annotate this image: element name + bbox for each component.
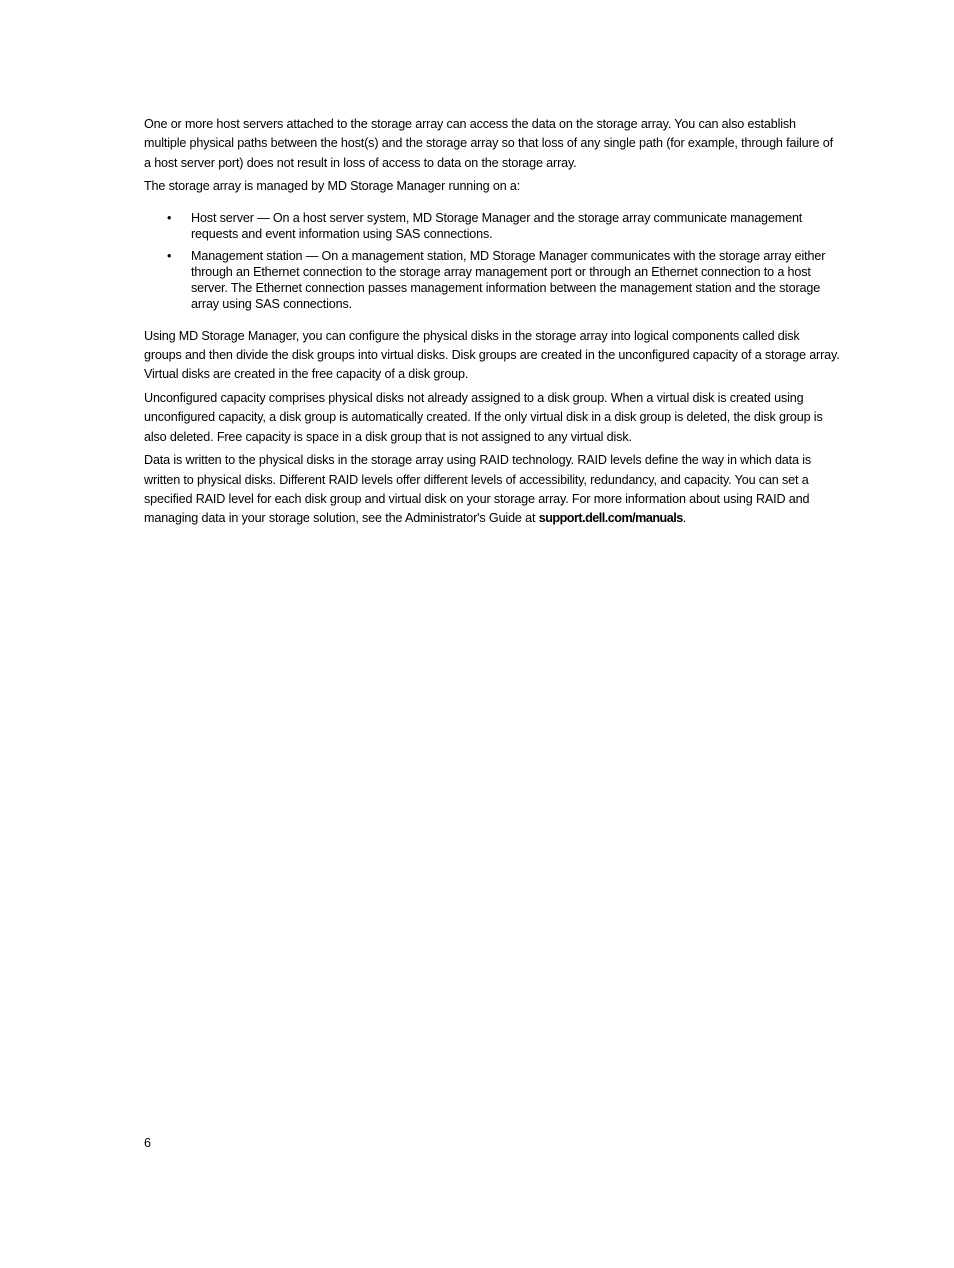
page-number: 6: [144, 1136, 152, 1150]
page-content: [144, 115, 840, 533]
bullet-icon: •: [167, 248, 172, 263]
paragraph-managed-by: The storage array is managed by MD Storage Manager running on a:: [144, 179, 521, 194]
paragraph-raid-suffix: .: [682, 511, 687, 526]
manuals-link[interactable]: support.dell.com/manuals: [538, 511, 683, 526]
paragraph-unconfigured-capacity: Unconfigured capacity comprises physical disks not already assigned to a disk group. When a virtual disk is created using unconfigured capacity, a disk group is automatically created. If the only virtual disk in a disk group is deleted, the disk group is also deleted. Free capacity is space in a disk group that is not assigned to any virtual disk.: [144, 391, 823, 444]
list-item: [144, 210, 840, 242]
management-options-list: [144, 210, 840, 312]
list-item-text: Host server — On a host server system, MD Storage Manager and the storage array communicate management requests and event information using SAS connections.: [191, 210, 803, 241]
bullet-icon: •: [167, 210, 172, 225]
list-item-text: Management station — On a management station, MD Storage Manager communicates with the storage array either through an Ethernet connection to the storage array management port or through an Ethernet connection to a host server. The Ethernet connection passes management information between the management station and the storage array using SAS connections.: [191, 248, 826, 311]
paragraph-host-access: One or more host servers attached to the storage array can access the data on the storage array. You can also establish multiple physical paths between the host(s) and the storage array so that loss of any single path (for example, through failure of a host server port) does not result in loss of access to data on the storage array.: [144, 117, 833, 170]
paragraph-disk-groups: Using MD Storage Manager, you can configure the physical disks in the storage array into logical components called disk groups and then divide the disk groups into virtual disks. Disk groups are created in the unconfigured capacity of a storage array. Virtual disks are created in the free capacity of a disk group.: [144, 328, 840, 382]
list-item: [144, 248, 840, 312]
paragraph-raid: [144, 451, 840, 528]
paragraph-raid-text: Data is written to the physical disks in the storage array using RAID technology. RAID levels define the way in which data is written to physical disks. Different RAID levels offer different levels of accessibility, redundancy, and capacity. You can set a specified RAID level for each disk group and virtual disk on your storage array. For more information about using RAID and managing data in your storage solution, see the Administrator's Guide at: [144, 453, 812, 526]
